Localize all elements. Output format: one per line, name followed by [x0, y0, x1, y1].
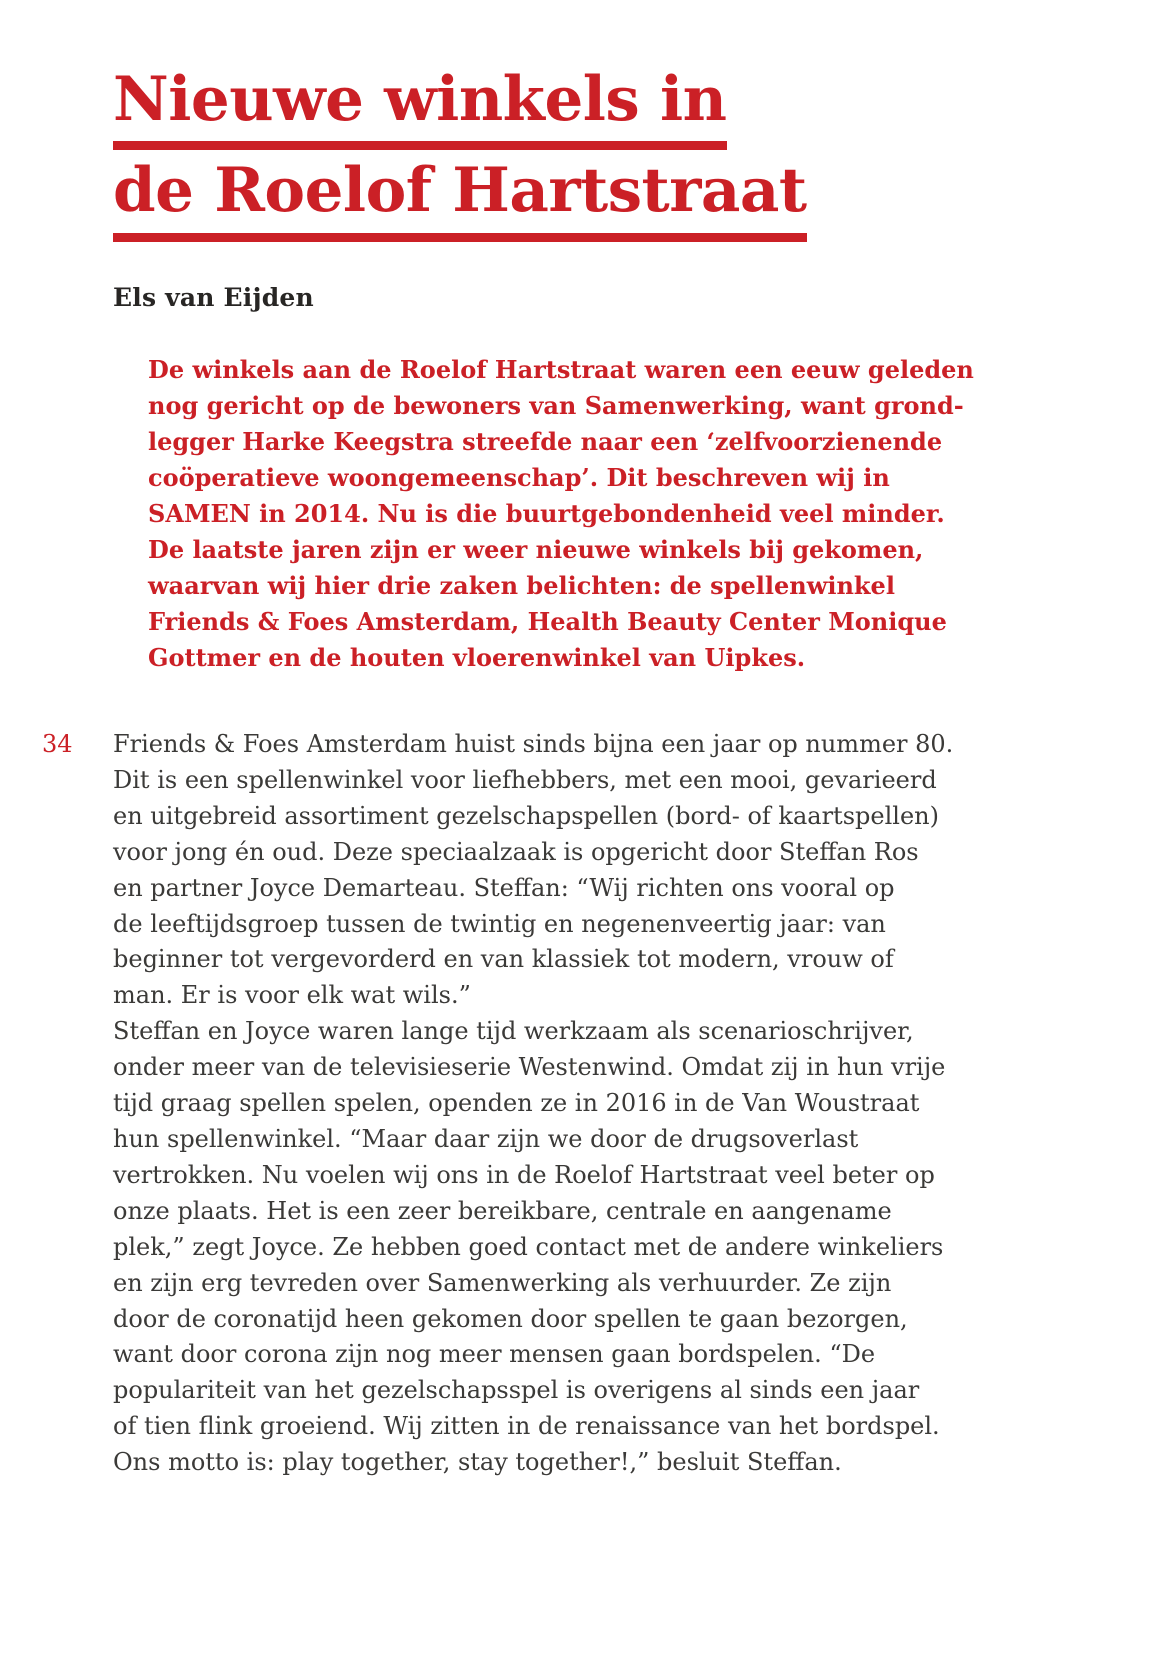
- text-line: legger Harke Keegstra streefde naar een ‘zelfvoorzienende: [148, 427, 943, 456]
- text-line: nog gericht op de bewoners van Samenwerking, want grond-: [148, 391, 964, 420]
- text-line: man. Er is voor elk wat wils.”: [113, 981, 471, 1010]
- text-line: vertrokken. Nu voelen wij ons in de Roelof Hartstraat veel beter op: [113, 1160, 935, 1189]
- title-line-2: de Roelof Hartstraat: [113, 157, 807, 241]
- article-body: [113, 727, 953, 1481]
- text-line: waarvan wij hier drie zaken belichten: de spellenwinkel: [148, 571, 895, 600]
- text-line: onder meer van de televisieserie Westenwind. Omdat zij in hun vrije: [113, 1053, 946, 1082]
- text-line: of tien flink groeiend. Wij zitten in de renaissance van het bordspel.: [113, 1412, 940, 1441]
- body-paragraph-1: [113, 727, 953, 1014]
- text-line: Ons motto is: play together, stay together!,” besluit Steffan.: [113, 1448, 842, 1477]
- text-line: Gottmer en de houten vloerenwinkel van Uipkes.: [148, 643, 806, 672]
- text-line: Friends & Foes Amsterdam, Health Beauty Center Monique: [148, 607, 947, 636]
- text-line: coöperatieve woongemeenschap’. Dit beschreven wij in: [148, 463, 890, 492]
- text-line: hun spellenwinkel. “Maar daar zijn we door de drugsoverlast: [113, 1124, 859, 1153]
- page-number: 34: [42, 730, 73, 758]
- text-line: Friends & Foes Amsterdam huist sinds bijna een jaar op nummer 80.: [113, 730, 954, 758]
- text-line: en zijn erg tevreden over Samenwerking als verhuurder. Ze zijn: [113, 1268, 892, 1297]
- text-line: De winkels aan de Roelof Hartstraat waren een eeuw geleden: [148, 355, 974, 384]
- text-line: en partner Joyce Demarteau. Steffan: “Wij richten ons vooral op: [113, 873, 895, 902]
- title-line-1: Nieuwe winkels in: [113, 66, 727, 150]
- body-paragraph-2: [113, 1014, 953, 1481]
- article-header: [113, 66, 807, 249]
- text-line: SAMEN in 2014. Nu is die buurtgebondenheid veel minder.: [148, 499, 945, 528]
- text-line: want door corona zijn nog meer mensen gaan bordspelen. “De: [113, 1340, 876, 1369]
- text-line: Steffan en Joyce waren lange tijd werkzaam als scenarioschrijver,: [113, 1017, 914, 1046]
- text-line: populariteit van het gezelschapsspel is overigens al sinds een jaar: [113, 1376, 920, 1405]
- intro-paragraph: [148, 352, 974, 676]
- text-line: tijd graag spellen spelen, openden ze in 2016 in de Van Woustraat: [113, 1089, 920, 1118]
- text-line: onze plaats. Het is een zeer bereikbare, centrale en aangename: [113, 1196, 892, 1225]
- article-title: [113, 66, 807, 249]
- text-line: beginner tot vergevorderd en van klassiek tot modern, vrouw of: [113, 945, 894, 974]
- text-line: en uitgebreid assortiment gezelschapspellen (bord- of kaartspellen): [113, 801, 939, 830]
- author-byline: Els van Eijden: [113, 283, 314, 312]
- text-line: de leeftijdsgroep tussen de twintig en negenenveertig jaar: van: [113, 909, 886, 938]
- text-line: voor jong én oud. Deze speciaalzaak is opgericht door Steffan Ros: [113, 837, 919, 866]
- text-line: plek,” zegt Joyce. Ze hebben goed contact met de andere winkeliers: [113, 1232, 944, 1261]
- text-line: Dit is een spellenwinkel voor liefhebbers, met een mooi, gevarieerd: [113, 765, 937, 794]
- text-line: De laatste jaren zijn er weer nieuwe winkels bij gekomen,: [148, 535, 924, 564]
- text-line: door de coronatijd heen gekomen door spellen te gaan bezorgen,: [113, 1304, 908, 1333]
